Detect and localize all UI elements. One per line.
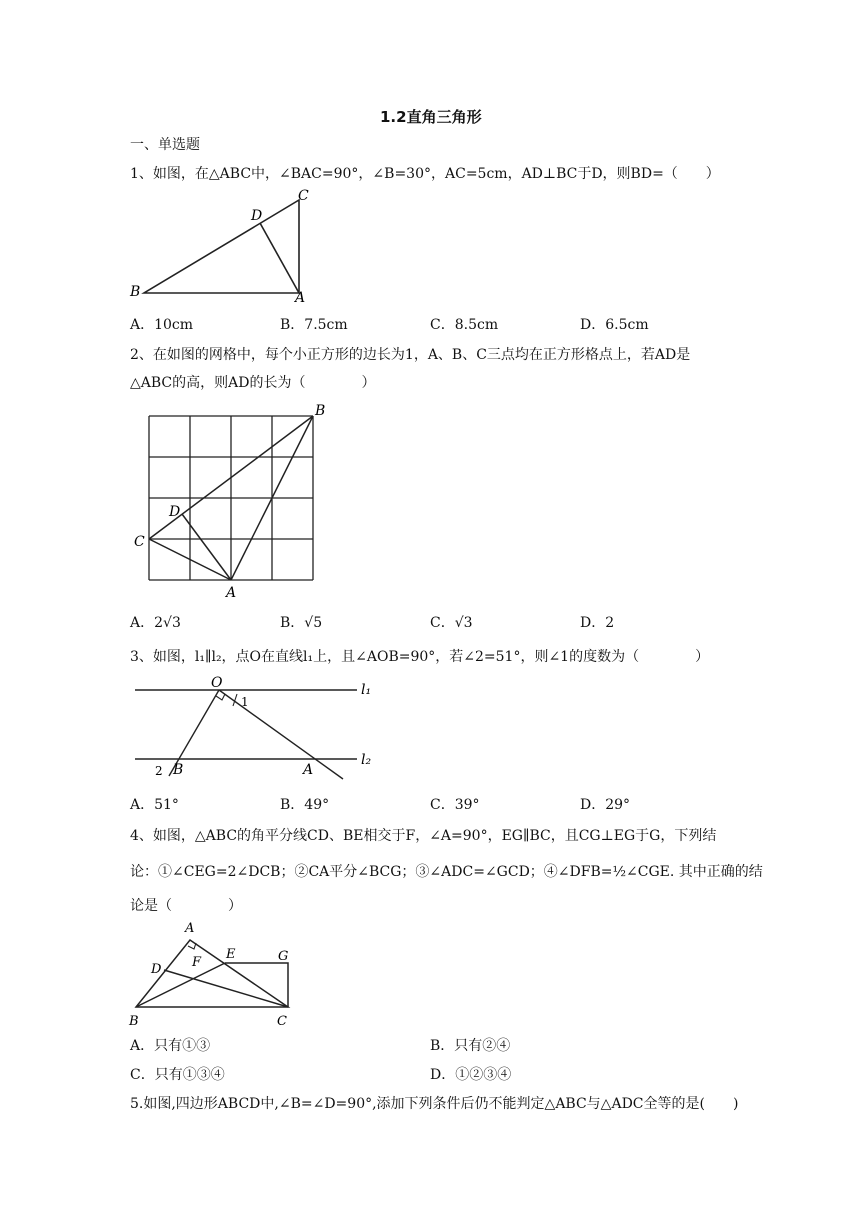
q2-option-b: B．√5 — [280, 615, 323, 631]
grid-label-a: A — [226, 585, 237, 601]
page-title: 1.2直角三角形 — [380, 108, 482, 126]
q3-option-a: A．51° — [130, 797, 179, 813]
point-label-a: A — [303, 762, 314, 778]
q3-option-d: D．29° — [580, 797, 631, 813]
q3-option-b: B．49° — [280, 797, 330, 813]
point-label-c: C — [277, 1014, 287, 1029]
q1-option-a: A．10cm — [130, 317, 194, 333]
point-label-o: O — [211, 675, 223, 691]
q1-option-d: D．6.5cm — [580, 317, 649, 333]
question-2-grid-figure — [125, 398, 340, 603]
question-3-figure — [125, 672, 385, 782]
question-2-line-1: 2、在如图的网格中，每个小正方形的边长为1，A、B、C三点均在正方形格点上，若AD是 — [130, 347, 691, 363]
q1-option-b: B．7.5cm — [280, 317, 348, 333]
line-label-l1: l₁ — [361, 682, 372, 698]
angle-label-1: 1 — [241, 695, 249, 709]
angle-label-2: 2 — [155, 764, 163, 778]
q4-option-d: D．①②③④ — [430, 1067, 512, 1083]
line-label-l2: l₂ — [361, 752, 372, 768]
question-3-text: 3、如图，l₁∥l₂，点O在直线l₁上，且∠AOB=90°，若∠2=51°，则∠1的度数为（ ） — [130, 649, 710, 665]
grid-label-d: D — [169, 504, 181, 520]
q2-option-a: A．2√3 — [130, 615, 181, 631]
q4-option-c: C．只有①③④ — [130, 1067, 225, 1083]
point-label-d: D — [151, 962, 162, 977]
q1-option-c: C．8.5cm — [430, 317, 499, 333]
question-1-text: 1、如图，在△ABC中，∠BAC=90°，∠B=30°，AC=5cm，AD⊥BC于D，则BD=（ ） — [130, 166, 720, 182]
section-heading: 一、单选题 — [130, 137, 200, 153]
q4-option-a: A．只有①③ — [130, 1038, 211, 1054]
question-4-line-3: 论是（ ） — [130, 898, 242, 914]
point-label-a: A — [295, 290, 306, 303]
question-2-line-2: △ABC的高，则AD的长为（ ） — [130, 375, 376, 391]
q2-option-c: C．√3 — [430, 615, 473, 631]
question-4-line-2: 论：①∠CEG=2∠DCB；②CA平分∠BCG；③∠ADC=∠GCD；④∠DFB=½∠CGE. 其中正确的结 — [130, 864, 763, 880]
question-4-line-1: 4、如图，△ABC的角平分线CD、BE相交于F，∠A=90°，EG∥BC，且CG⊥EG于G，下列结 — [130, 828, 717, 844]
point-label-f: F — [192, 955, 202, 970]
point-label-b: B — [129, 1014, 139, 1029]
point-label-e: E — [226, 947, 236, 962]
point-label-b: B — [173, 762, 184, 778]
q3-option-c: C．39° — [430, 797, 480, 813]
point-label-d: D — [251, 208, 263, 224]
point-label-c: C — [298, 188, 309, 204]
question-1-figure — [125, 188, 325, 303]
question-5-text: 5.如图,四边形ABCD中,∠B=∠D=90°,添加下列条件后仍不能判定△ABC与△ADC全等的是( ) — [130, 1096, 739, 1112]
point-label-g: G — [278, 949, 289, 964]
question-4-figure — [125, 918, 310, 1030]
q2-option-d: D．2 — [580, 615, 615, 631]
point-label-b: B — [130, 284, 141, 300]
grid-label-b: B — [315, 403, 326, 419]
grid-label-c: C — [134, 534, 145, 550]
point-label-a: A — [185, 921, 195, 936]
q4-option-b: B．只有②④ — [430, 1038, 511, 1054]
